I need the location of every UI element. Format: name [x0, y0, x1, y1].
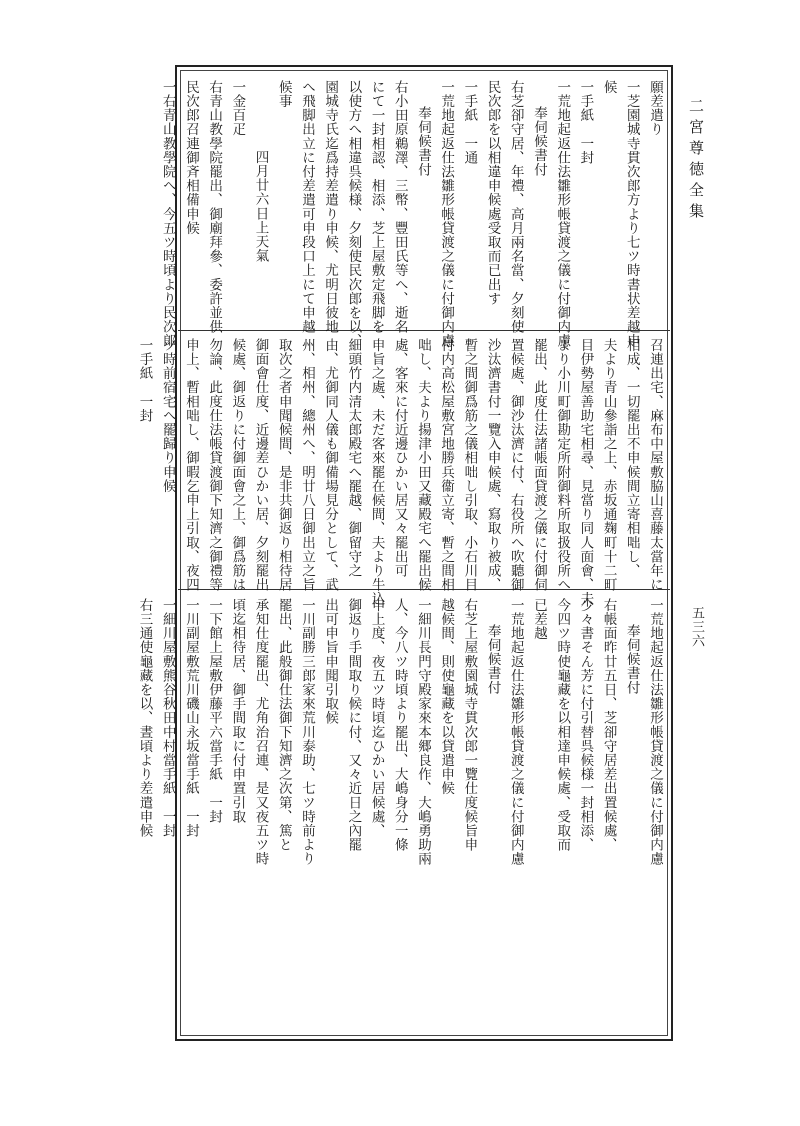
text-line: 一荒地起返仕法雛形帳貸渡之儀に付御内慮 [554, 80, 571, 348]
section-divider-1 [178, 330, 670, 331]
text-line: 右小田原鵜澤、三幣、豐田氏等へ、逝名 [391, 80, 408, 334]
text-line: 取次之者申聞候間、是非共御返り相待居 [275, 338, 292, 592]
text-line: 願差遣り [647, 80, 663, 137]
text-line: 候處、御返りに付御面會之上、御爲筋は [229, 338, 246, 592]
text-line: 相成、一切罷出不申候間立寄相咄し、 [623, 338, 640, 578]
text-line: 一右青山教學院へ、今五ツ時頃より民次郎 [159, 80, 176, 348]
text-line: 奉伺候書付 [623, 624, 640, 695]
page-number: 五三六 [689, 606, 704, 648]
text-line: 頃迄相待居、御手間取に付申置引取 [229, 598, 246, 824]
text-line: 一手紙 一封 [136, 338, 153, 423]
text-line: 越候間、則使龜藏を以貸遣申候 [438, 598, 455, 796]
date-line: 四月廿六日上天氣 [252, 150, 269, 263]
text-line: 右三通使龜藏を以、晝頃より差遣申候 [136, 598, 153, 838]
text-line: 奉伺候書付 [530, 106, 547, 177]
text-line: 一手紙 一封 [577, 80, 594, 165]
text-line: 御面會仕度、近邊差ひかい居、夕刻罷出 [252, 338, 269, 592]
text-line: 奉伺候書付 [414, 106, 431, 177]
text-line: 一金百疋 [229, 80, 246, 137]
text-line: 由、尤御同人儀も御備場見分として、武 [322, 338, 339, 592]
text-line: 一荒地起返仕法雛形帳貸渡之儀に付御内慮 [438, 80, 455, 348]
text-line: 御返り手間取り候に付、又々近日之內罷 [345, 598, 362, 852]
text-line: 右青山教學院罷出、御廟拜參、委許並供 [206, 80, 223, 334]
text-line: 咄し、夫より揚津小田又藏殿宅へ罷出候 [414, 338, 431, 592]
text-line: 一川副勝三郎家來荒川泰助、七ツ時前より [298, 598, 315, 866]
text-block-top [156, 80, 666, 348]
text-block-middle [132, 338, 666, 606]
text-line: 已差越 [530, 598, 547, 641]
text-line: 沙汰濟書付一覽入申候處、寫取り被成、 [484, 338, 501, 592]
text-line: 目伊勢屋善助宅相尋、見當り同人面會、夫 [577, 338, 594, 606]
text-line: 園城寺氏迄爲持差遣り申候、尤明日彼地 [322, 80, 339, 334]
text-line: 州、相州、總州へ、明廿八日御出立之旨 [298, 338, 315, 592]
text-line: 付内高松屋敷宮地勝兵衞立寄、暫之間相 [438, 338, 455, 592]
text-line: 處、客來に付近邊ひかい居又々罷出可 [391, 338, 408, 578]
text-line: 申上、暫相咄し、御暇乞申上引取、夜四 [182, 338, 199, 592]
text-line: 候 [600, 80, 617, 95]
running-title: 二宮尊徳全集 [687, 98, 705, 224]
text-line: 勿論、此度仕法帳貸渡御下知濟之御禮等 [206, 338, 223, 592]
text-line: 候事 [275, 80, 292, 109]
text-line: 細頭竹内清太郎殿宅へ罷越、御留守之 [345, 338, 362, 578]
text-line: 罷出、此般御仕法御下知濟之次第、篤と [275, 598, 292, 852]
text-line: 今四ツ時使龜藏を以相達申候處、受取而 [554, 598, 571, 852]
text-line: 承知仕度罷出、尤角治召連、是又夜五ツ時 [252, 598, 269, 866]
text-line: にて一封相認、相添、芝上屋敷定飛脚を [368, 80, 385, 334]
text-line: 暫之間御爲筋之儀相咄し引取、小石川目 [461, 338, 478, 592]
text-line: 人、今八ツ時頃より罷出、大嶋身分一條 [391, 598, 408, 852]
text-line: 罷出、此度仕法諸帳面貸渡之儀に付御伺 [530, 338, 547, 592]
text-block-bottom [132, 598, 666, 866]
text-line: 召連出宅、麻布中屋敷脇山喜藤太當年に [647, 338, 663, 592]
text-line: 夫より青山參詣之上、赤坂通麹町十二町 [600, 338, 617, 592]
text-line: 右芝卻守居、年禮、高月兩名當、夕刻使 [507, 80, 524, 334]
text-line: 一細川屋敷熊谷秋田中村當手紙 一封 [159, 598, 176, 838]
text-line: 少々書そん芳に付引替呉候様一封相添、 [577, 598, 594, 852]
text-line: 民次郎召連御斉相備申候 [182, 80, 199, 236]
text-line: 一下館上屋敷伊藤平六當手紙 一封 [206, 598, 223, 824]
text-line: 一川副屋敷荒川磯山永坂當手紙 一封 [182, 598, 199, 838]
text-line: 置候處、御沙汰濟に付、右役所へ吹聽御 [507, 338, 524, 592]
text-line: 民次郎を以相違申候處受取而已出す [484, 80, 501, 306]
text-line: 奉伺候書付 [484, 624, 501, 695]
text-line: へ飛脚出立に付差遣可申段口上にて申越 [298, 80, 315, 334]
text-line: ツ時前宿宅へ罷歸り申候 [159, 338, 176, 494]
text-line: 以使方へ相違呉候様、夕刻使民次郎を以、 [345, 80, 362, 348]
text-line: 一荒地起返仕法雛形帳貸渡之儀に付御内慮 [507, 598, 524, 866]
text-line: 右帳面昨廿五日、芝卻守居差出置候處、 [600, 598, 617, 852]
text-line: 一芝園城寺貫次郎方より七ツ時書状差越申 [623, 80, 640, 348]
text-line: 一荒地起返仕法雛形帳貸渡之儀に付御内慮 [647, 598, 663, 866]
text-line: 一細川長門守殿家來本郷良作、大嶋勇助兩 [414, 598, 431, 866]
text-line: 申上度、夜五ツ時頃迄ひかい居候處、 [368, 598, 385, 838]
text-line: 一手紙 一通 [461, 80, 478, 165]
text-line: より小川町御勘定所附御料所取扱役所へ [554, 338, 571, 592]
text-line: 右芝上屋敷園城寺貫次郎一覽仕度候旨申 [461, 598, 478, 852]
text-line: 申旨之處、未だ客來罷在候間、夫より牛込 [368, 338, 385, 606]
text-line: 出可申旨申聞引取候 [322, 598, 339, 725]
